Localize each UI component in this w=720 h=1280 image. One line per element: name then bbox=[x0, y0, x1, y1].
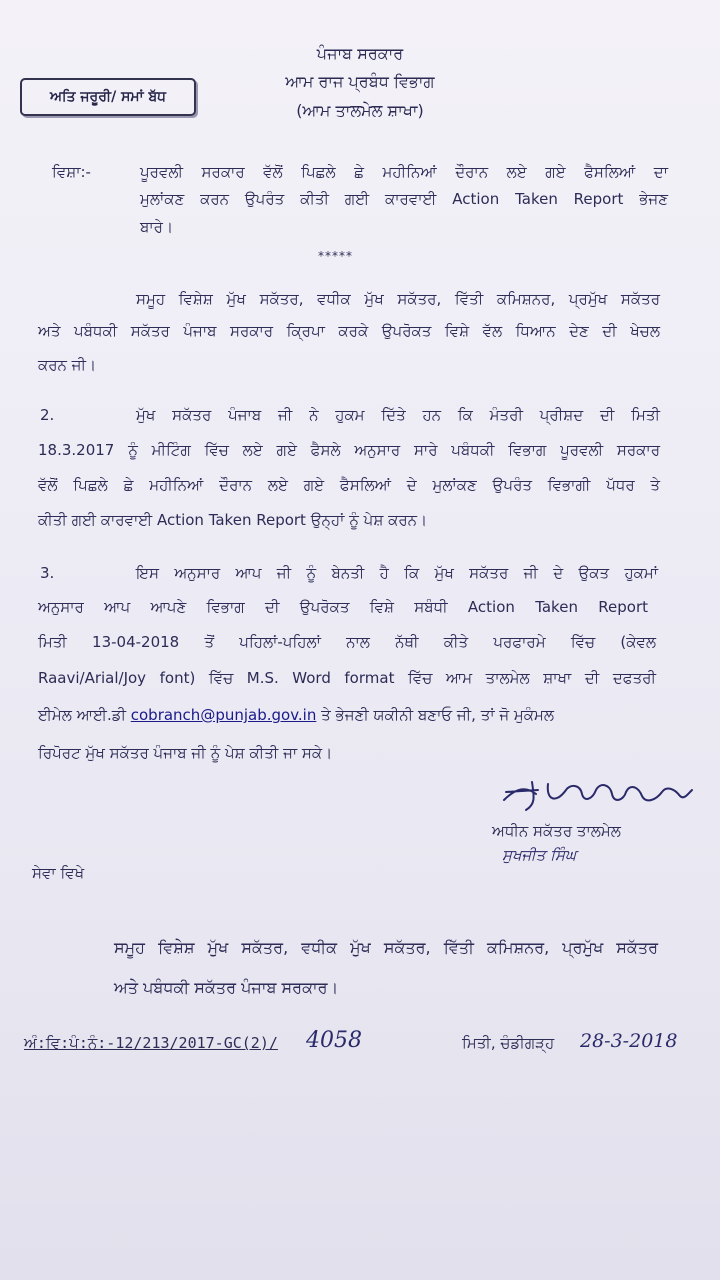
para3-line-3: ਮਿਤੀ 13-04-2018 ਤੋਂ ਪਹਿਲਾਂ-ਪਹਿਲਾਂ ਨਾਲ ਨੱਥੀ ਕੀਤੇ ਪਰਫਾਰਮੇ ਵਿੱਚ (ਕੇਵਲ bbox=[38, 633, 656, 651]
reference-handwritten: 4058 bbox=[306, 1028, 362, 1053]
para2-line-2: 18.3.2017 ਨੂੰ ਮੀਟਿੰਗ ਵਿੱਚ ਲਏ ਗਏ ਫੈਸਲੇ ਅਨੁਸਾਰ ਸਾਰੇ ਪਬੰਧਕੀ ਵਿਭਾਗ ਪੂਰਵਲੀ ਸਰਕਾਰ bbox=[38, 441, 660, 459]
date-handwritten: 28-3-2018 bbox=[580, 1030, 678, 1052]
date-label: ਮਿਤੀ, ਚੰਡੀਗੜ੍ਹ bbox=[462, 1034, 555, 1052]
header-government: ਪੰਜਾਬ ਸਰਕਾਰ bbox=[316, 44, 404, 63]
para2-line-4: ਕੀਤੀ ਗਈ ਕਾਰਵਾਈ Action Taken Report ਉਨ੍ਹਾਂ ਨੂੰ ਪੇਸ਼ ਕਰਨ। bbox=[38, 511, 428, 529]
subject-label: ਵਿਸ਼ਾ:- bbox=[52, 163, 91, 181]
para3-number: 3. bbox=[40, 564, 55, 582]
header-department: ਆਮ ਰਾਜ ਪ੍ਰਬੰਧ ਵਿਭਾਗ bbox=[285, 72, 435, 91]
recipients-line-2: ਅਤੇ ਪਬੰਧਕੀ ਸਕੱਤਰ ਪੰਜਾਬ ਸਰਕਾਰ। bbox=[114, 978, 339, 997]
header-branch: (ਆਮ ਤਾਲਮੇਲ ਸ਼ਾਖਾ) bbox=[296, 101, 424, 120]
para2-line-1: ਮੁੱਖ ਸਕੱਤਰ ਪੰਜਾਬ ਜੀ ਨੇ ਹੁਕਮ ਦਿੱਤੇ ਹਨ ਕਿ ਮੰਤਰੀ ਪ੍ਰੀਸ਼ਦ ਦੀ ਮਿਤੀ bbox=[136, 406, 660, 424]
seva-vikhe-label: ਸੇਵਾ ਵਿਖੇ bbox=[32, 864, 85, 882]
para2-number: 2. bbox=[40, 406, 55, 424]
separator-stars: ***** bbox=[318, 249, 353, 263]
urgent-badge: ਅਤਿ ਜਰੂਰੀ/ ਸਮਾਂ ਬੱਧ bbox=[20, 78, 196, 116]
signatory-designation: ਅਧੀਨ ਸਕੱਤਰ ਤਾਲਮੇਲ bbox=[492, 822, 621, 840]
para2-line-3: ਵੱਲੋਂ ਪਿਛਲੇ ਛੇ ਮਹੀਨਿਆਂ ਦੌਰਾਨ ਲਏ ਗਏ ਫੈਸਲਿਆਂ ਦੇ ਮੁਲਾਂਕਣ ਉਪਰੰਤ ਵਿਭਾਗੀ ਪੱਧਰ ਤੇ bbox=[38, 476, 660, 494]
para1-line-2: ਅਤੇ ਪਬੰਧਕੀ ਸਕੱਤਰ ਪੰਜਾਬ ਸਰਕਾਰ ਕ੍ਰਿਪਾ ਕਰਕੇ ਉਪਰੋਕਤ ਵਿਸ਼ੇ ਵੱਲ ਧਿਆਨ ਦੇਣ ਦੀ ਖੇਚਲ bbox=[38, 322, 660, 340]
signatory-name: ਸੁਖਜੀਤ ਸਿੰਘ bbox=[502, 846, 577, 864]
para3-line-4: Raavi/Arial/Joy font) ਵਿੱਚ M.S. Word format ਵਿੱਚ ਆਮ ਤਾਲਮੇਲ ਸ਼ਾਖਾ ਦੀ ਦਫਤਰੀ bbox=[38, 669, 656, 687]
subject-line-1: ਪੂਰਵਲੀ ਸਰਕਾਰ ਵੱਲੋਂ ਪਿਛਲੇ ਛੇ ਮਹੀਨਿਆਂ ਦੌਰਾਨ ਲਏ ਗਏ ਫੈਸਲਿਆਂ ਦਾ bbox=[140, 163, 668, 181]
signature-scribble bbox=[496, 770, 696, 822]
subject-line-2: ਮੁਲਾਂਕਣ ਕਰਨ ਉਪਰੰਤ ਕੀਤੀ ਗਈ ਕਾਰਵਾਈ Action Taken Report ਭੇਜਣ bbox=[140, 190, 668, 208]
para3-line-6: ਰਿਪੋਰਟ ਮੁੱਖ ਸਕੱਤਰ ਪੰਜਾਬ ਜੀ ਨੂੰ ਪੇਸ਼ ਕੀਤੀ ਜਾ ਸਕੇ। bbox=[38, 744, 333, 762]
reference-number: ਅੰ:ਵਿ:ਪੰ:ਨੰ:-12/213/2017-GC(2)/ bbox=[24, 1034, 278, 1052]
recipients-line-1: ਸਮੂਹ ਵਿਸ਼ੇਸ਼ ਮੁੱਖ ਸਕੱਤਰ, ਵਧੀਕ ਮੁੱਖ ਸਕੱਤਰ, ਵਿੱਤੀ ਕਮਿਸ਼ਨਰ, ਪ੍ਰਮੁੱਖ ਸਕੱਤਰ bbox=[114, 938, 658, 957]
para3-line-2: ਅਨੁਸਾਰ ਆਪ ਆਪਣੇ ਵਿਭਾਗ ਦੀ ਉਪਰੋਕਤ ਵਿਸ਼ੇ ਸਬੰਧੀ Action Taken Report bbox=[38, 598, 648, 616]
para1-line-1: ਸਮੂਹ ਵਿਸ਼ੇਸ਼ ਮੁੱਖ ਸਕੱਤਰ, ਵਧੀਕ ਮੁੱਖ ਸਕੱਤਰ, ਵਿੱਤੀ ਕਮਿਸ਼ਨਰ, ਪ੍ਰਮੁੱਖ ਸਕੱਤਰ bbox=[136, 290, 660, 308]
para3-line-5 bbox=[38, 706, 660, 724]
para3-line-5-end: ਤੇ ਭੇਜਣੀ ਯਕੀਨੀ ਬਣਾਓ ਜੀ, ਤਾਂ ਜੋ ਮੁਕੰਮਲ bbox=[316, 706, 555, 724]
para3-line-5-start: ਈਮੇਲ ਆਈ.ਡੀ bbox=[38, 706, 131, 724]
email-link[interactable]: cobranch@punjab.gov.in bbox=[130, 706, 317, 724]
para3-line-1: ਇਸ ਅਨੁਸਾਰ ਆਪ ਜੀ ਨੂੰ ਬੇਨਤੀ ਹੈ ਕਿ ਮੁੱਖ ਸਕੱਤਰ ਜੀ ਦੇ ਉਕਤ ਹੁਕਮਾਂ bbox=[136, 564, 658, 582]
subject-line-3: ਬਾਰੇ। bbox=[140, 218, 174, 236]
para1-line-3: ਕਰਨ ਜੀ। bbox=[38, 356, 97, 374]
signature-mark bbox=[496, 770, 696, 818]
